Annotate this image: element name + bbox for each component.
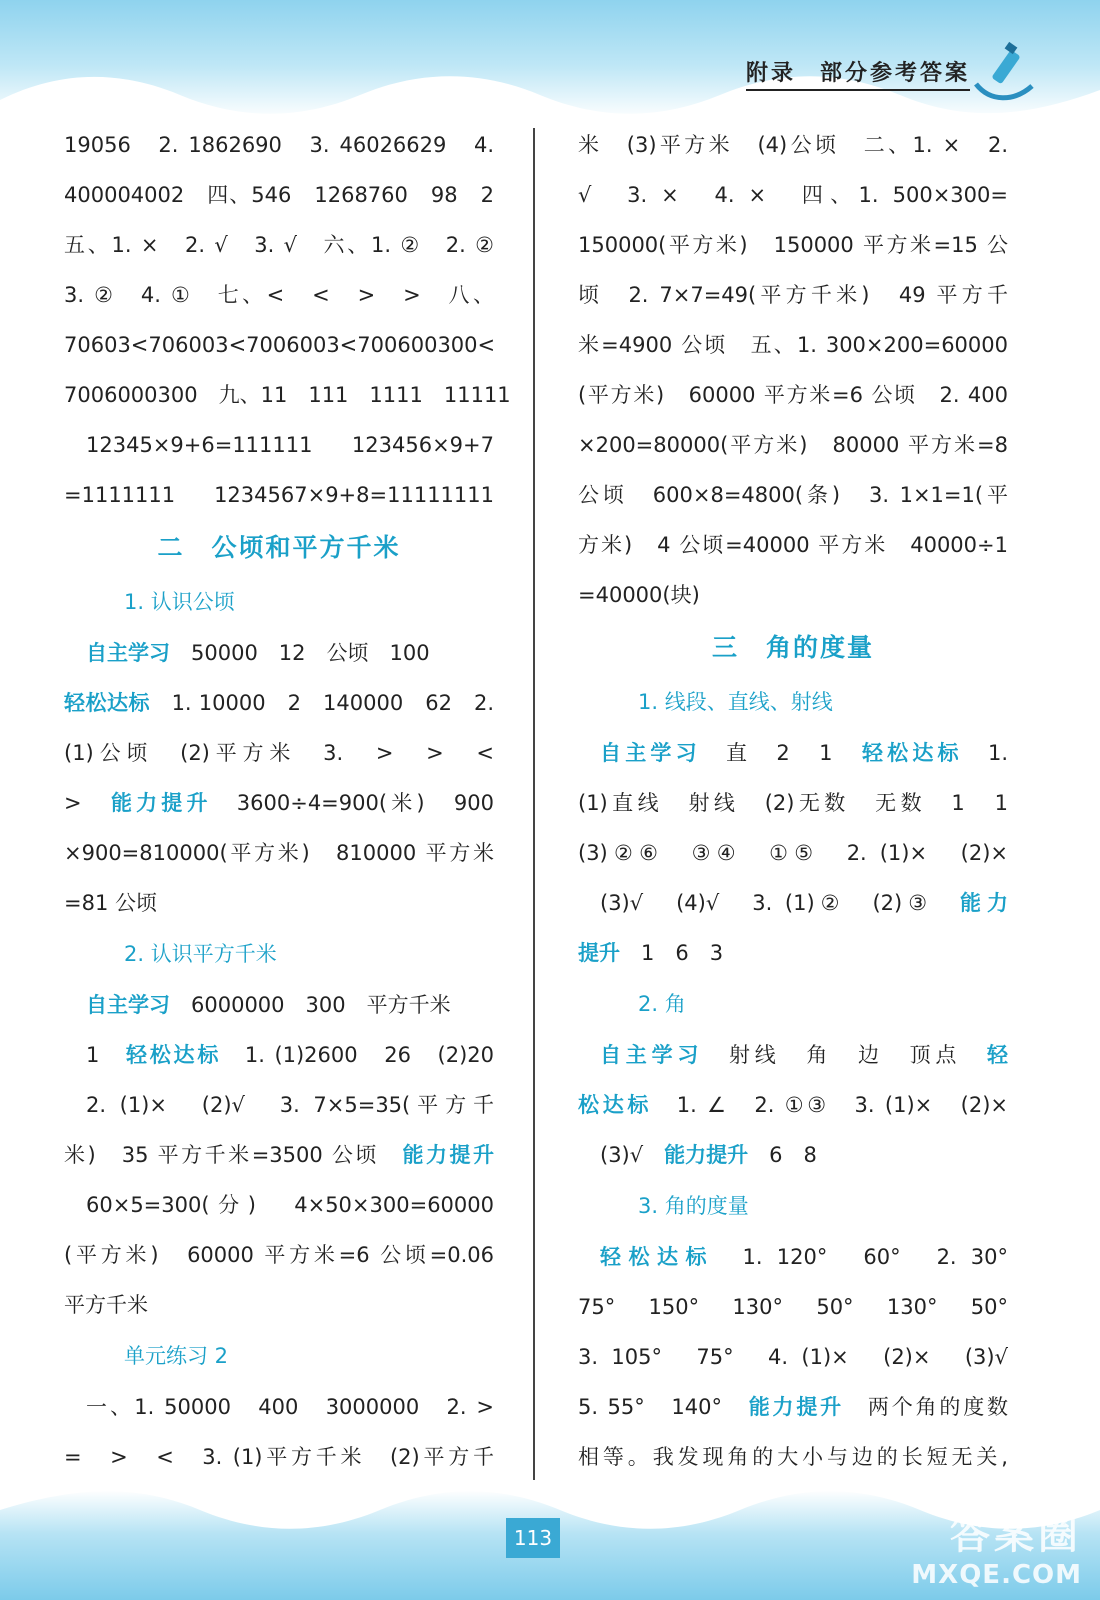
- right-column: [578, 120, 1008, 1532]
- answer-line: (1)公顷 (2)平方米 3. > > <: [64, 741, 494, 765]
- column-divider: [533, 128, 535, 1498]
- subsection-heading: 单元练习 2: [124, 1344, 229, 1368]
- site-watermark: 答案圈 MXQE.COM: [911, 1512, 1082, 1590]
- answer-line: 400004002 四、546 1268760 98 2: [64, 183, 494, 207]
- header-title: 附录 部分参考答案: [746, 56, 970, 91]
- answer-line: (3)√ (4)√ 3. (1)② (2)③ 能力: [600, 891, 1008, 915]
- answer-line: 五、1. × 2. √ 3. √ 六、1. ② 2. ②: [64, 233, 494, 257]
- answer-line: 顷 2. 7×7=49(平方千米) 49 平方千: [578, 283, 1008, 307]
- answer-line: (1)直线 射线 (2)无数 无数 1 1: [578, 791, 1008, 815]
- answer-line: > 能力提升 3600÷4=900(米) 900: [64, 791, 494, 815]
- answer-line: 自主学习 50000 12 公顷 100: [86, 641, 430, 665]
- answer-line: 平方千米: [64, 1293, 148, 1317]
- answer-line: √ 3. × 4. × 四、1. 500×300=: [578, 183, 1008, 207]
- answer-line: 方米) 4 公顷=40000 平方米 40000÷1: [578, 533, 1008, 557]
- section-heading-3: 三 角的度量: [711, 633, 874, 662]
- pen-icon: [970, 40, 1040, 110]
- answer-line: 自主学习 6000000 300 平方千米: [86, 993, 451, 1017]
- category-tag: 松达标: [578, 1093, 653, 1117]
- answer-line: 米=4900 公顷 五、1. 300×200=60000: [578, 333, 1008, 357]
- answer-line: =81 公顷: [64, 891, 157, 915]
- category-tag: 能力提升: [748, 1395, 845, 1419]
- answer-line: 1 轻松达标 1. (1)2600 26 (2)20: [86, 1043, 494, 1067]
- answer-line: 轻松达标 1. 10000 2 140000 62 2.: [64, 691, 494, 715]
- page-number: 113: [506, 1518, 560, 1558]
- answer-line: 公顷 600×8=4800(条) 3. 1×1=1(平: [578, 483, 1008, 507]
- answer-line: (平方米) 60000 平方米=6 公顷=0.06: [64, 1243, 494, 1267]
- answer-line: ×900=810000(平方米) 810000 平方米: [64, 841, 494, 865]
- answer-line: 3. 105° 75° 4. (1)× (2)× (3)√: [578, 1345, 1008, 1369]
- answer-line: = > < 3. (1)平方千米 (2)平方千: [64, 1445, 494, 1469]
- answer-line: (3)√ 能力提升 6 8: [600, 1143, 817, 1167]
- subsection-heading: 3. 角的度量: [638, 1194, 749, 1218]
- category-tag: 自主学习: [600, 1043, 704, 1067]
- answer-line: 75° 150° 130° 50° 130° 50°: [578, 1295, 1008, 1319]
- category-tag: 自主学习: [600, 741, 701, 765]
- subsection-heading: 2. 角: [638, 992, 686, 1016]
- subsection-heading: 2. 认识平方千米: [124, 942, 277, 966]
- category-tag: 自主学习: [86, 993, 170, 1017]
- answer-line: 5. 55° 140° 能力提升 两个角的度数: [578, 1395, 1009, 1419]
- answer-line: ×200=80000(平方米) 80000 平方米=8: [578, 433, 1008, 457]
- answer-line: 自主学习 直 2 1 轻松达标 1.: [600, 741, 1009, 765]
- subsection-heading: 1. 认识公顷: [124, 590, 235, 614]
- section-heading-2: 二 公顷和平方千米: [157, 533, 401, 562]
- category-tag: 能力提升: [664, 1143, 749, 1167]
- category-tag: 轻松达标: [861, 741, 963, 765]
- category-tag: 轻松达标: [600, 1245, 715, 1269]
- answer-line: 70603<706003<7006003<700600300<: [64, 333, 496, 357]
- category-tag: 能力提升: [110, 791, 212, 815]
- answer-line: 150000(平方米) 150000 平方米=15 公: [578, 233, 1008, 257]
- answer-line: 3. ② 4. ① 七、< < > > 八、: [64, 283, 494, 307]
- subsection-heading: 1. 线段、直线、射线: [638, 690, 833, 714]
- left-column: [64, 120, 511, 1482]
- answer-line: 米 (3)平方米 (4)公顷 二、1. × 2.: [578, 133, 1008, 157]
- answer-line: 12345×9+6=111111 123456×9+7: [86, 433, 494, 457]
- answer-line: 60×5=300(分) 4×50×300=60000: [86, 1193, 494, 1217]
- answer-line: =40000(块): [578, 583, 700, 607]
- answer-line: 7006000300 九、11 111 1111 11111: [64, 383, 511, 407]
- answer-line: 2. (1)× (2)√ 3. 7×5=35(平方千: [86, 1093, 494, 1117]
- category-tag: 轻: [987, 1043, 1009, 1067]
- category-tag: 能力提升: [402, 1143, 495, 1167]
- answer-line: 自主学习 射线 角 边 顶点 轻: [600, 1043, 1009, 1067]
- answer-line: 19056 2. 1862690 3. 46026629 4.: [64, 133, 494, 157]
- category-tag: 轻松达标: [64, 691, 151, 715]
- answer-line: 相等。我发现角的大小与边的长短无关,: [578, 1445, 1008, 1469]
- answer-line: 米) 35 平方千米=3500 公顷 能力提升: [64, 1143, 495, 1167]
- answer-line: =1111111 1234567×9+8=11111111: [64, 483, 494, 507]
- category-tag: 轻松达标: [125, 1043, 222, 1067]
- answer-line: 松达标 1. ∠ 2. ①③ 3. (1)× (2)×: [578, 1093, 1008, 1117]
- answer-line: 提升 1 6 3: [578, 941, 724, 965]
- category-tag: 能力: [960, 891, 1008, 915]
- category-tag: 自主学习: [86, 641, 170, 665]
- answer-line: 轻松达标 1. 120° 60° 2. 30°: [600, 1245, 1009, 1269]
- category-tag: 提升: [578, 941, 620, 965]
- answer-line: 一、1. 50000 400 3000000 2. >: [86, 1395, 494, 1419]
- answer-line: (平方米) 60000 平方米=6 公顷 2. 400: [578, 383, 1008, 407]
- answer-line: (3)②⑥ ③④ ①⑤ 2. (1)× (2)×: [578, 841, 1008, 865]
